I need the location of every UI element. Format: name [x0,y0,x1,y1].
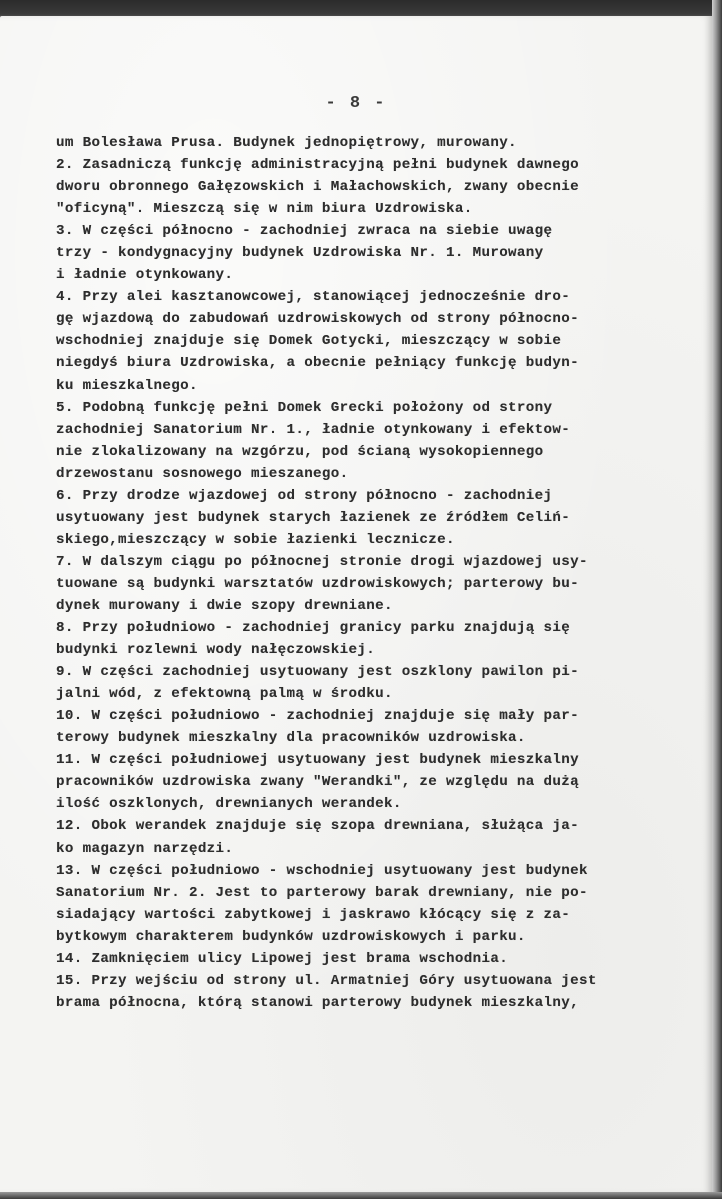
text-line: budynki rozlewni wody nałęczowskiej. [56,642,376,659]
text-line: 9. W części zachodniej usytuowany jest oszklony pawilon pi- [56,664,579,681]
scan-bottom-border [0,1192,722,1199]
text-line: 15. Przy wejściu od strony ul. Armatniej Góry usytuowana jest [56,972,597,989]
text-line: terowy budynek mieszkalny dla pracowników uzdrowiska. [56,730,526,747]
text-line: Sanatorium Nr. 2. Jest to parterowy barak drewniany, nie po- [56,884,588,901]
text-line: bytkowym charakterem budynków uzdrowiskowych i parku. [56,928,526,945]
text-line: 8. Przy południowo - zachodniej granicy parku znajdują się [56,620,571,637]
typewritten-page [0,16,712,1193]
text-line: drzewostanu sosnowego mieszanego. [56,465,349,482]
text-line: i ładnie otynkowany. [56,267,234,284]
text-line: 14. Zamknięciem ulicy Lipowej jest brama wschodnia. [56,950,509,967]
text-line: 6. Przy drodze wjazdowej od strony północno - zachodniej [56,487,553,504]
text-line: nie zlokalizowany na wzgórzu, pod ścianą wysokopiennego [56,443,544,460]
text-line: ilość oszklonych, drewnianych werandek. [56,796,402,813]
text-line: skiego,mieszczący w sobie łazienki lecznicze. [56,531,455,548]
text-line: um Bolesława Prusa. Budynek jednopiętrowy, murowany. [56,135,517,151]
text-line: brama północna, którą stanowi parterowy budynek mieszkalny, [56,994,579,1011]
text-line: jalni wód, z efektowną palmą w środku. [56,686,393,703]
text-line: 10. W części południowo - zachodniej znajduje się mały par- [56,708,579,725]
text-line: 13. W części południowo - wschodniej usytuowany jest budynek [56,862,588,879]
text-line: ko magazyn narzędzi. [56,840,234,857]
text-line: 2. Zasadniczą funkcję administracyjną pełni budynek dawnego [56,157,579,174]
text-line: dynek murowany i dwie szopy drewniane. [56,597,393,614]
text-line: "oficyną". Mieszczą się w nim biura Uzdrowiska. [56,201,473,218]
text-line: 5. Podobną funkcję pełni Domek Grecki położony od strony [56,399,553,416]
text-line: 12. Obok werandek znajduje się szopa drewniana, służąca ja- [56,818,579,835]
text-line: ku mieszkalnego. [56,377,198,394]
page-number: - 8 - [325,94,387,113]
text-line: niegdyś biura Uzdrowiska, a obecnie pełniący funkcję budyn- [56,355,579,372]
text-line: pracowników uzdrowiska zwany "Werandki", ze względu na dużą [56,774,579,791]
text-line: gę wjazdową do zabudowań uzdrowiskowych od strony północno- [56,311,579,328]
text-line: trzy - kondygnacyjny budynek Uzdrowiska Nr. 1. Murowany [56,245,544,262]
text-line: zachodniej Sanatorium Nr. 1., ładnie otynkowany i efektow- [56,421,571,438]
text-line: tuowane są budynki warsztatów uzdrowiskowych; parterowy bu- [56,575,579,592]
text-line: dworu obronnego Gałęzowskich i Małachowskich, zwany obecnie [56,179,579,196]
text-line: 4. Przy alei kasztanowcowej, stanowiącej jednocześnie dro- [56,289,571,306]
text-line: usytuowany jest budynek starych łazienek ze źródłem Celiń- [56,509,571,526]
scan-right-border [712,0,722,1199]
text-line: 7. W dalszym ciągu po północnej stronie drogi wjazdowej usy- [56,553,588,570]
text-line: 11. W części południowej usytuowany jest budynek mieszkalny [56,752,579,769]
text-line: siadający wartości zabytkowej i jaskrawo kłócący się z za- [56,906,571,923]
body-text [56,132,676,1014]
text-line: 3. W części północno - zachodniej zwraca na siebie uwagę [56,223,553,240]
text-line: wschodniej znajduje się Domek Gotycki, mieszczący w sobie [56,333,562,350]
